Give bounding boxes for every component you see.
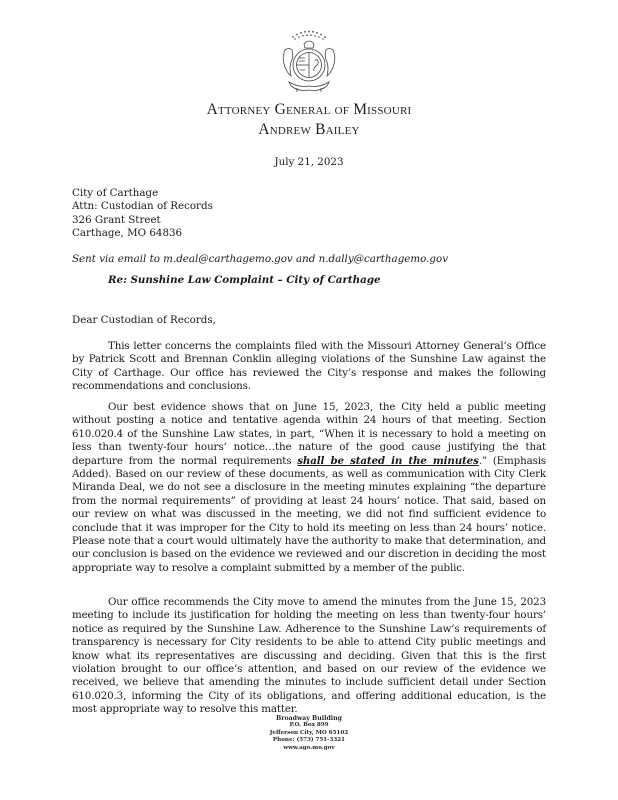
address-line: Attn: Custodian of Records [72,200,213,213]
address-line: City of Carthage [72,187,159,199]
missouri-state-seal-icon [279,28,339,96]
footer-city: Jefferson City, MO 65102 [269,729,349,736]
footer-building: Broadway Building [276,715,342,722]
letter-date: July 21, 2023 [274,156,344,168]
footer-phone: Phone: (573) 751-3321 [272,737,346,744]
footer-po-box: P.O. Box 899 [289,722,329,729]
subject-line: Re: Sunshine Law Complaint – City of Carthage [108,274,381,286]
address-line: Carthage, MO 64836 [72,227,183,240]
body-paragraph-1: This letter concerns the complaints filed with the Missouri Attorney General’s Office by Patrick Scott and Brennan Conklin alleging violations of the Sunshine Law against the City of Carthage. Our office has reviewed the City’s response and makes the following recommendations and conclusions. [72,340,546,393]
emphasized-quote: shall be stated in the minutes [297,454,479,467]
paragraph-text: Our best evidence shows that on June 15, 2023, the City held a public meeting without posting a notice and tentative agenda within 24 hours of that meeting. Section 610.020.4 of the Sunshine Law states, in part, “When it is necessary to hold a meeting on less than twenty-four hours’ notice…the nature of the good cause justifying the that departure from the normal requirements [72,401,546,467]
recipient-address [72,187,546,241]
body-paragraph-2 [72,401,546,575]
office-footer [0,715,618,752]
footer-website: www.ago.mo.gov [283,744,335,751]
office-title: Attorney General of Missouri [206,101,412,118]
salutation: Dear Custodian of Records, [72,314,216,326]
body-paragraph-3: Our office recommends the City move to amend the minutes from the June 15, 2023 meeting to include its justification for holding the meeting on less than twenty-four hours’ notice as required by the Sunshine Law. Adherence to the Sunshine Law’s requirements of transparency is necessary for City residents to be able to attend City public meetings and know what its representatives are discussing and deciding. Given that this is the first violation brought to our office’s attention, and based on our review of the evidence we received, we believe that amending the minutes to include sufficient detail under Section 610.020.3, informing the City of its obligations, and offering additional education, is the most appropriate way to resolve this matter. [72,596,546,716]
delivery-note: Sent via email to m.deal@carthagemo.gov and n.dally@carthagemo.gov [72,253,449,265]
paragraph-text: .” (Emphasis Added). Based on our review of these documents, as well as communication with City Clerk Miranda Deal, we do not see a disclosure in the meeting minutes explaining “the departure from the normal requirements” of providing at least 24 hours’ notice. That said, based on our review on what was discussed in the meeting, we did not find sufficient evidence to conclude that it was improper for the City to hold its meeting on less than 24 hours’ notice. Please note that a court would ultimately have the authority to make that determination, and our conclusion is based on the evidence we reviewed and our discretion in deciding the most appropriate way to resolve a complaint submitted by a member of the public. [72,454,546,574]
attorney-general-name: Andrew Bailey [258,121,360,138]
address-line: 326 Grant Street [72,213,161,226]
